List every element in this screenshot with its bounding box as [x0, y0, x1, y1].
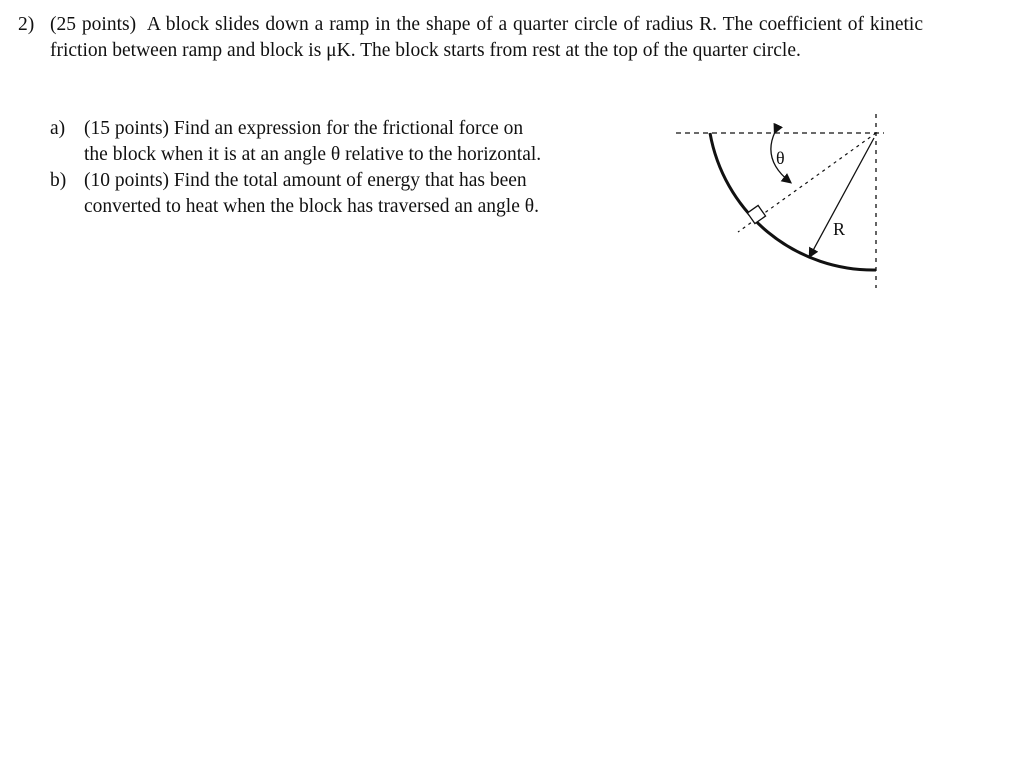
radius-label: R [833, 219, 846, 239]
block [747, 205, 765, 223]
part-b [50, 168, 610, 220]
part-b-letter: b) [50, 170, 67, 191]
problem-stem [50, 12, 923, 64]
part-a-line-2: the block when it is at an angle θ relative to the horizontal. [84, 144, 542, 165]
problem-parts [50, 116, 610, 220]
part-b-text [84, 168, 610, 220]
problem-statement [18, 12, 923, 64]
part-a [50, 116, 610, 168]
ramp-arc [710, 133, 876, 270]
statement-line-2: coefficient of kinetic friction between ramp and block is μK. The block starts from rest at the top [50, 14, 923, 61]
problem-number: 2) [18, 14, 35, 35]
part-b-line-2: converted to heat when the block has traversed an angle θ. [84, 196, 539, 217]
quarter-circle-diagram [670, 108, 900, 293]
part-a-line-1: (15 points) Find an expression for the frictional force on [84, 118, 524, 139]
problem-header [18, 12, 923, 64]
part-a-text [84, 116, 610, 168]
statement-line-1: A block slides down a ramp in the shape of a quarter circle of radius R. The [146, 14, 753, 35]
part-b-line-1: (10 points) Find the total amount of energy that has been [84, 170, 527, 191]
part-a-letter: a) [50, 118, 66, 139]
statement-line-3: of the quarter circle. [642, 40, 801, 61]
theta-label: θ [776, 148, 785, 168]
problem-points: (25 points) [50, 14, 137, 35]
